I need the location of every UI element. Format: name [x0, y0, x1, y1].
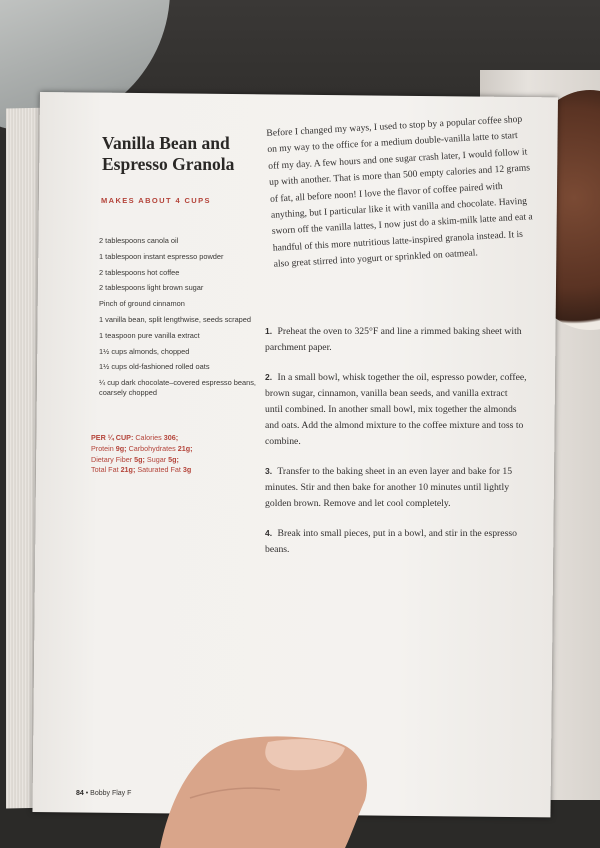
ingredient-item: ¼ cup dark chocolate–covered espresso beans, coarsely chopped	[99, 378, 256, 397]
step-item	[265, 369, 527, 450]
step-text: Break into small pieces, put in a bowl, and stir in the espresso beans.	[265, 528, 517, 555]
nutrition-carbs: 21g;	[177, 443, 193, 453]
nutrition-protein-label: Protein	[91, 443, 114, 453]
nutrition-fiber-label: Dietary Fiber	[91, 454, 133, 464]
nutrition-sugar: 5g;	[168, 454, 179, 464]
nutrition-protein: 9g;	[115, 443, 127, 453]
step-item	[265, 525, 527, 558]
recipe-intro: Before I changed my ways, I used to stop by a popular coffee shop on my way to the office for a medium double-vanilla latte to start off my day. A few hours and one sugar crash later, I would follow it up with another. That is more than 500 empty calories and 12 grams of fat, all before noon! I love the flavor of coffee paired with anything, but I particular like it with vanilla and chocolate. Having sworn off the vanilla lattes, I now just do a skim-milk latte and eat a handful of this more nutritious latte-inspired granola instead. It is also great stirred into yogurt or sprinkled on oatmeal.	[266, 113, 534, 271]
ingredient-item: 1 vanilla bean, split lengthwise, seeds scraped	[99, 314, 252, 324]
nutrition-satfat: 3g	[182, 465, 192, 475]
ingredient-item: 1½ cups old-fashioned rolled oats	[99, 362, 210, 372]
step-number: 4.	[265, 528, 273, 538]
page-footer	[76, 790, 131, 797]
nutrition-per: PER ¼ CUP:	[91, 433, 134, 442]
page-number: 84	[76, 790, 84, 797]
nutrition-calories-label: Calories	[135, 433, 162, 442]
recipe-yield: MAKES ABOUT 4 CUPS	[101, 196, 211, 205]
step-text: Preheat the oven to 325°F and line a rimmed baking sheet with parchment paper.	[265, 326, 522, 353]
step-number: 3.	[265, 466, 273, 476]
nutrition-calories: 306;	[163, 433, 179, 442]
footer-author: Bobby Flay F	[90, 790, 132, 797]
step-item	[265, 463, 527, 512]
ingredient-item: 2 tablespoons light brown sugar	[99, 283, 204, 293]
step-item	[265, 323, 527, 356]
recipe-steps	[265, 323, 527, 571]
step-number: 2.	[265, 372, 273, 382]
hand-thumb	[150, 728, 400, 848]
ingredient-item: 1 teaspoon pure vanilla extract	[99, 330, 200, 340]
nutrition-facts	[91, 433, 266, 476]
nutrition-carbs-label: Carbohydrates	[128, 443, 176, 453]
step-text: In a small bowl, whisk together the oil, espresso powder, coffee, brown sugar, cinnamon, vanilla bean seeds, and vanilla extract until combined. In another small bowl, mix together the almonds and oats. Add the almond mixture to the coffee mixture and toss to combine.	[265, 372, 527, 447]
nutrition-sugar-label: Sugar	[146, 454, 167, 464]
ingredient-item: 1 tablespoon instant espresso powder	[99, 251, 224, 261]
footer-bullet: •	[85, 790, 89, 797]
recipe-title: Vanilla Bean and Espresso Granola	[102, 133, 235, 174]
ingredient-item: Pinch of ground cinnamon	[99, 299, 185, 309]
nutrition-satfat-label: Saturated Fat	[137, 465, 181, 475]
step-text: Transfer to the baking sheet in an even layer and bake for 15 minutes. Stir and then bake for another 10 minutes until lightly golden brown. Remove and let cool completely.	[265, 466, 513, 509]
ingredient-item: 2 tablespoons canola oil	[99, 236, 179, 245]
ingredient-item: 1½ cups almonds, chopped	[99, 346, 190, 356]
nutrition-fiber: 5g;	[134, 454, 145, 464]
nutrition-fat: 21g;	[120, 465, 136, 475]
ingredient-list	[99, 236, 259, 403]
nutrition-fat-label: Total Fat	[91, 465, 119, 475]
ingredient-item: 2 tablespoons hot coffee	[99, 267, 180, 277]
step-number: 1.	[265, 326, 273, 336]
